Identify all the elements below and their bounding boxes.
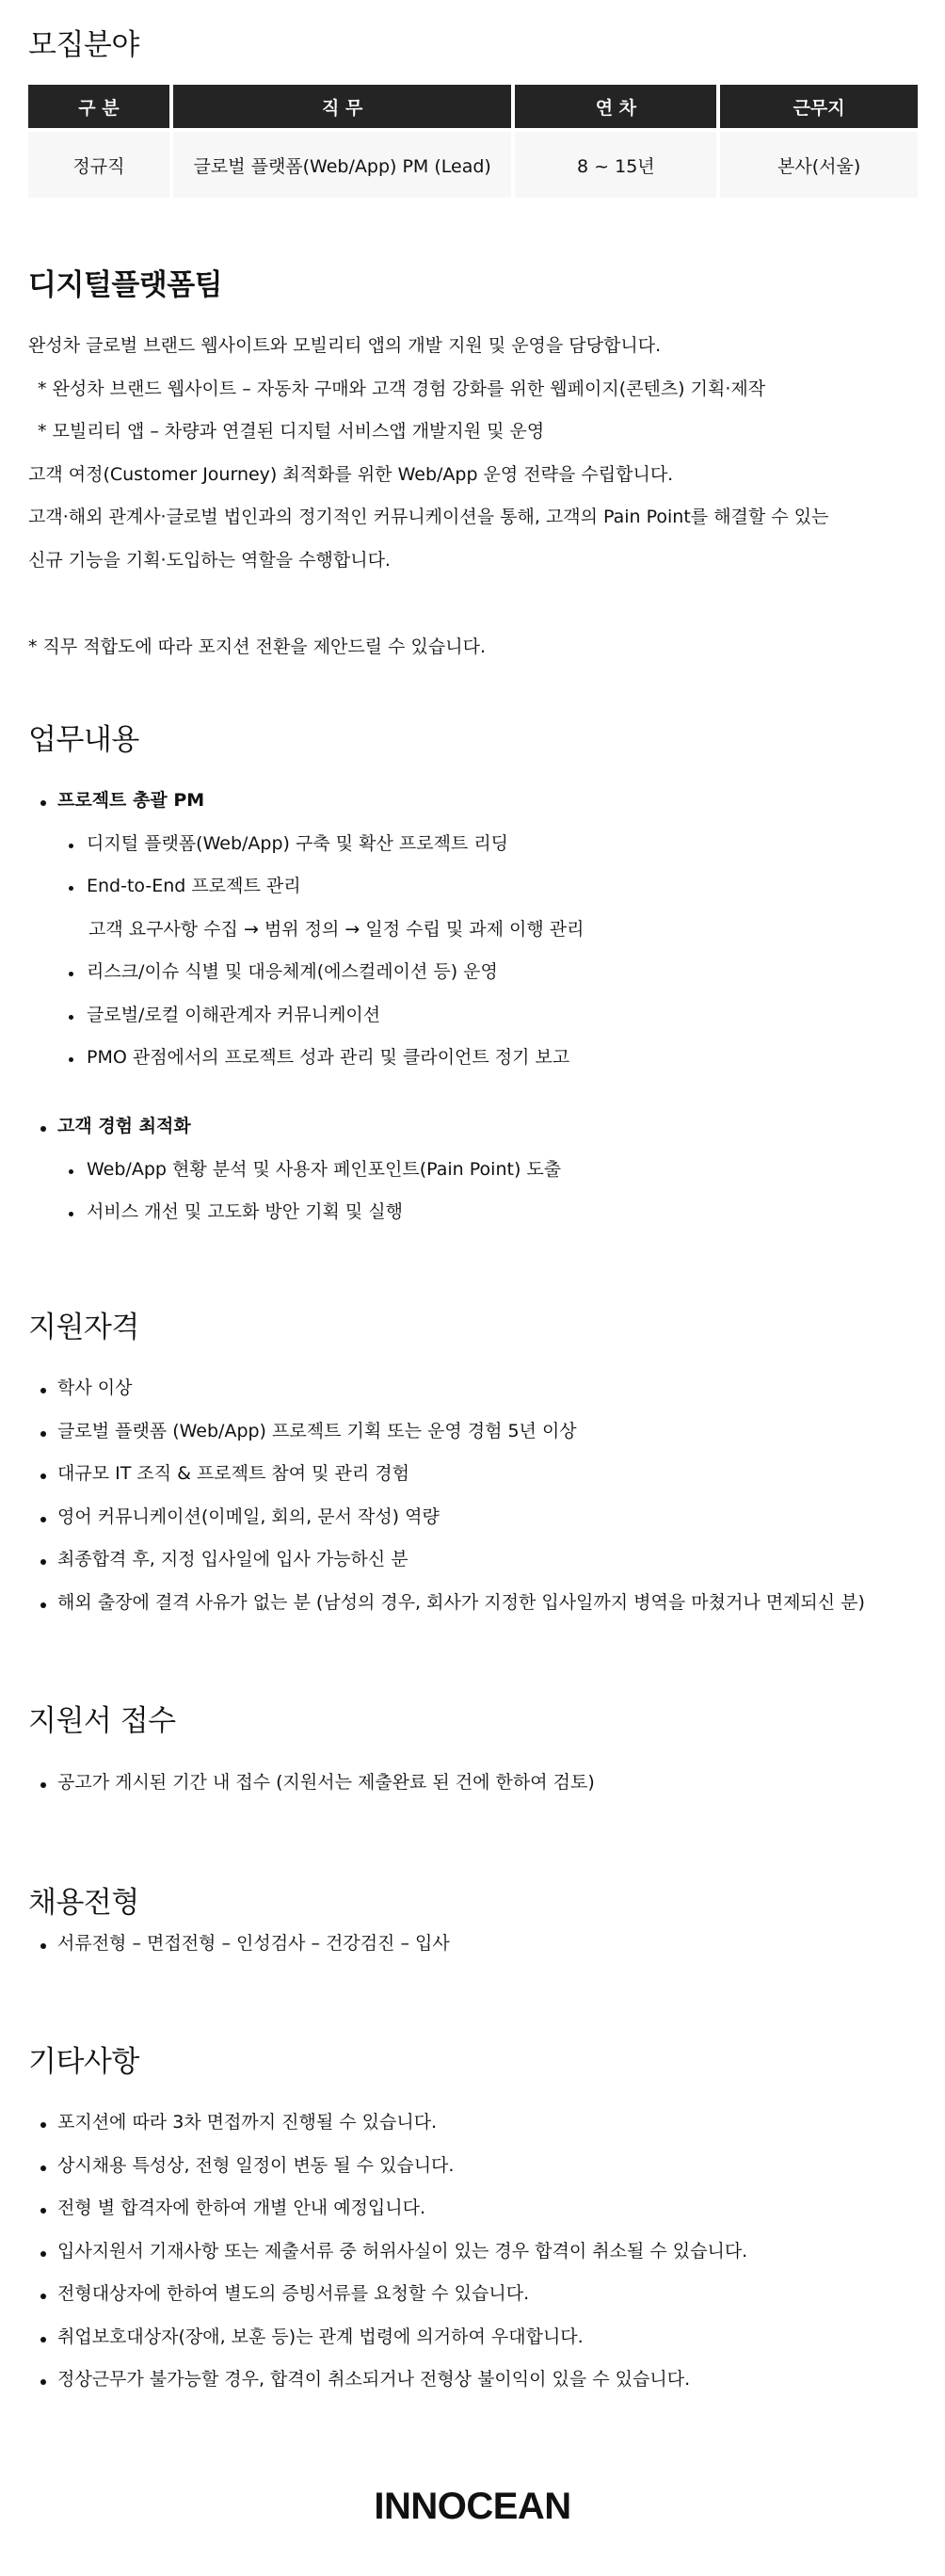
- bullet-icon: [40, 1388, 46, 1393]
- bullet-icon: [40, 800, 46, 806]
- bullet-icon: [40, 1782, 46, 1788]
- duty-item: End-to-End 프로젝트 관리: [87, 876, 301, 896]
- team-line: * 완성차 브랜드 웹사이트 – 자동차 구매와 고객 경험 강화를 위한 웹페이지(콘텐츠) 기획·제작: [38, 378, 766, 399]
- team-line: 고객·해외 관계사·글로벌 법인과의 정기적인 커뮤니케이션을 통해, 고객의 Pain Point를 해결할 수 있는: [28, 507, 829, 527]
- header-job: 직 무: [173, 85, 512, 128]
- bullet-icon: [40, 1943, 46, 1949]
- bullet-icon: [40, 2337, 46, 2343]
- application-item: 공고가 게시된 기간 내 접수 (지원서는 제출완료 된 건에 한하여 검토): [57, 1772, 595, 1793]
- bullet-icon: [40, 2294, 46, 2299]
- process-item: 서류전형 – 면접전형 – 인성검사 – 건강검진 – 입사: [57, 1933, 450, 1954]
- bullet-icon: [69, 1057, 73, 1062]
- bullet-icon: [40, 2379, 46, 2385]
- bullet-icon: [69, 844, 73, 848]
- etc-item: 입사지원서 기재사항 또는 제출서류 중 허위사실이 있는 경우 합격이 취소될 수 있습니다.: [57, 2241, 748, 2262]
- etc-item: 전형대상자에 한하여 별도의 증빙서류를 요청할 수 있습니다.: [57, 2283, 530, 2304]
- duty-item: 리스크/이슈 식별 및 대응체계(에스컬레이션 등) 운영: [87, 961, 498, 982]
- header-years: 연 차: [515, 85, 716, 128]
- section-title-team: 디지털플랫폼팀: [28, 268, 223, 302]
- cell-location: 본사(서울): [720, 128, 918, 198]
- qualification-item: 학사 이상: [57, 1377, 133, 1398]
- section-title-duties: 업무내용: [28, 723, 139, 757]
- cell-type: 정규직: [28, 128, 169, 198]
- qualification-item: 영어 커뮤니케이션(이메일, 회의, 문서 작성) 역량: [57, 1506, 440, 1527]
- bullet-icon: [40, 1473, 46, 1479]
- team-line: * 모빌리티 앱 – 차량과 연결된 디지털 서비스앱 개발지원 및 운영: [38, 421, 545, 442]
- duty-item: 서비스 개선 및 고도화 방안 기획 및 실행: [87, 1201, 403, 1222]
- qualification-item: 해외 출장에 결격 사유가 없는 분 (남성의 경우, 회사가 지정한 입사일까지 병역을 마쳤거나 면제되신 분): [57, 1592, 865, 1613]
- team-line: 고객 여정(Customer Journey) 최적화를 위한 Web/App 운영 전략을 수립합니다.: [28, 464, 674, 485]
- duty-item: 글로벌/로컬 이해관계자 커뮤니케이션: [87, 1005, 381, 1025]
- duty-sub-item: 고객 요구사항 수집 → 범위 정의 → 일정 수립 및 과제 이행 관리: [88, 919, 585, 940]
- bullet-icon: [40, 1559, 46, 1565]
- section-title-etc: 기타사항: [28, 2045, 139, 2079]
- etc-item: 포지션에 따라 3차 면접까지 진행될 수 있습니다.: [57, 2112, 438, 2133]
- duty-item: PMO 관점에서의 프로젝트 성과 관리 및 클라이언트 정기 보고: [87, 1047, 570, 1068]
- duty-item: 디지털 플랫폼(Web/App) 구축 및 확산 프로젝트 리딩: [87, 833, 509, 854]
- team-line: 신규 기능을 기획·도입하는 역할을 수행합니다.: [28, 550, 391, 571]
- duty-group-heading: 프로젝트 총괄 PM: [57, 790, 205, 811]
- bullet-icon: [40, 1517, 46, 1522]
- qualification-item: 대규모 IT 조직 & 프로젝트 참여 및 관리 경험: [57, 1463, 410, 1484]
- duty-group-heading: 고객 경험 최적화: [57, 1116, 191, 1136]
- etc-item: 전형 별 합격자에 한하여 개별 안내 예정입니다.: [57, 2198, 426, 2218]
- bullet-icon: [69, 1212, 73, 1216]
- bullet-icon: [40, 1126, 46, 1132]
- table-row: [28, 128, 918, 198]
- bullet-icon: [40, 2122, 46, 2128]
- cell-job: 글로벌 플랫폼(Web/App) PM (Lead): [173, 128, 512, 198]
- bullet-icon: [40, 2208, 46, 2214]
- etc-item: 취업보호대상자(장애, 보훈 등)는 관계 법령에 의거하여 우대합니다.: [57, 2326, 584, 2347]
- bullet-icon: [40, 1431, 46, 1437]
- table-header-row: [28, 85, 918, 128]
- bullet-icon: [69, 972, 73, 976]
- header-type: 구 분: [28, 85, 169, 128]
- bullet-icon: [40, 1602, 46, 1608]
- header-location: 근무지: [720, 85, 918, 128]
- recruit-table: [24, 85, 921, 198]
- bullet-icon: [69, 1015, 73, 1020]
- team-note: * 직무 적합도에 따라 포지션 전환을 제안드릴 수 있습니다.: [28, 636, 486, 657]
- bullet-icon: [40, 2251, 46, 2257]
- cell-years: 8 ~ 15년: [515, 128, 716, 198]
- section-title-process: 채용전형: [28, 1886, 139, 1920]
- bullet-icon: [69, 1169, 73, 1174]
- section-title-qualifications: 지원자격: [28, 1311, 139, 1344]
- section-title-recruit: 모집분야: [28, 28, 139, 62]
- team-line: 완성차 글로벌 브랜드 웹사이트와 모빌리티 앱의 개발 지원 및 운영을 담당합니다.: [28, 335, 662, 356]
- qualification-item: 글로벌 플랫폼 (Web/App) 프로젝트 기획 또는 운영 경험 5년 이상: [57, 1421, 577, 1441]
- bullet-icon: [69, 886, 73, 891]
- etc-item: 정상근무가 불가능할 경우, 합격이 취소되거나 전형상 불이익이 있을 수 있습니다.: [57, 2369, 691, 2390]
- innocean-logo: INNOCEAN: [374, 2486, 571, 2527]
- qualification-item: 최종합격 후, 지정 입사일에 입사 가능하신 분: [57, 1549, 408, 1570]
- bullet-icon: [40, 2165, 46, 2171]
- section-title-application: 지원서 접수: [28, 1704, 176, 1738]
- duty-item: Web/App 현황 분석 및 사용자 페인포인트(Pain Point) 도출: [87, 1159, 562, 1180]
- etc-item: 상시채용 특성상, 전형 일정이 변동 될 수 있습니다.: [57, 2155, 455, 2176]
